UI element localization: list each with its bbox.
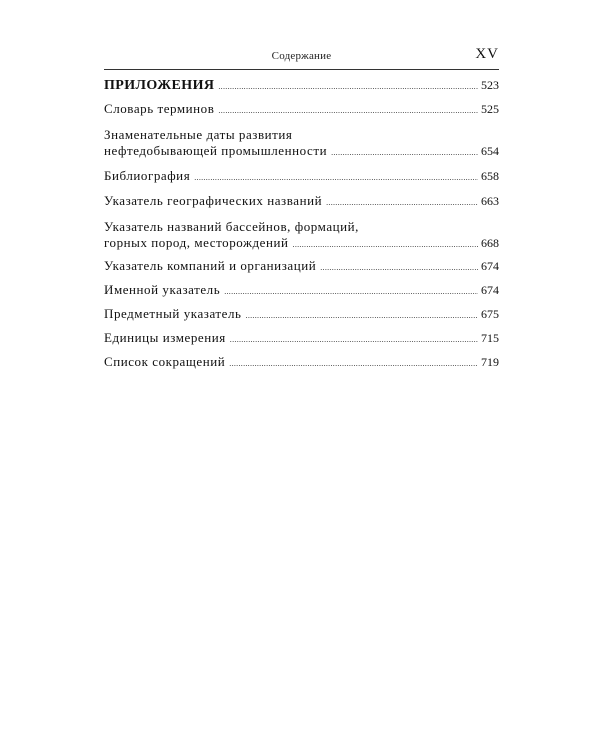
toc-entry-title-line: Знаменательные даты развития: [104, 127, 293, 142]
toc-entry: [104, 306, 499, 324]
toc-entry: [104, 193, 499, 211]
toc-entry-title: горных пород, месторождений: [104, 235, 289, 250]
header-rule: [104, 69, 499, 70]
toc-entry: [104, 101, 499, 119]
dot-leader: [331, 145, 478, 161]
toc-entry-title: Указатель компаний и организаций: [104, 258, 317, 273]
toc-section-heading: [104, 77, 499, 95]
toc-entry: [104, 168, 499, 186]
toc-page-number: 525: [481, 102, 499, 116]
dot-leader: [218, 79, 478, 95]
table-of-contents: [104, 77, 499, 372]
toc-entry: [104, 354, 499, 372]
dot-leader: [320, 260, 478, 276]
toc-page-number: 674: [481, 259, 499, 273]
toc-page-number: 523: [481, 78, 499, 92]
toc-entry: [104, 330, 499, 348]
dot-leader: [246, 308, 478, 324]
toc-page-number: 675: [481, 307, 499, 321]
toc-page-number: 719: [481, 355, 499, 369]
toc-entry-title: Словарь терминов: [104, 101, 215, 116]
dot-leader: [218, 103, 478, 119]
dot-leader: [229, 356, 478, 372]
running-title: Содержание: [271, 50, 332, 62]
toc-entry: [104, 127, 499, 161]
toc-section-title: ПРИЛОЖЕНИЯ: [104, 78, 215, 93]
page-header: [104, 44, 499, 70]
toc-page-number: 668: [481, 236, 499, 250]
toc-page-number: 663: [481, 194, 499, 208]
toc-page-number: 674: [481, 283, 499, 297]
toc-entry-title: Указатель географических названий: [104, 193, 323, 208]
page-number: XV: [475, 46, 499, 62]
toc-page-number: 658: [481, 169, 499, 183]
toc-entry: [104, 282, 499, 300]
toc-entry-title: Единицы измерения: [104, 330, 226, 345]
toc-entry-title: Именной указатель: [104, 282, 221, 297]
toc-entry: [104, 219, 499, 253]
toc-entry-title-line: Указатель названий бассейнов, формаций,: [104, 219, 359, 234]
dot-leader: [230, 332, 478, 348]
toc-page-number: 715: [481, 331, 499, 345]
toc-page-number: 654: [481, 144, 499, 158]
toc-entry-title: Библиография: [104, 168, 191, 183]
dot-leader: [326, 195, 478, 211]
toc-entry-title: Список сокращений: [104, 354, 226, 369]
dot-leader: [293, 237, 478, 253]
toc-entry-title: нефтедобывающей промышленности: [104, 143, 328, 158]
dot-leader: [224, 284, 478, 300]
toc-entry: [104, 258, 499, 276]
toc-entry-title: Предметный указатель: [104, 306, 242, 321]
dot-leader: [194, 170, 478, 186]
